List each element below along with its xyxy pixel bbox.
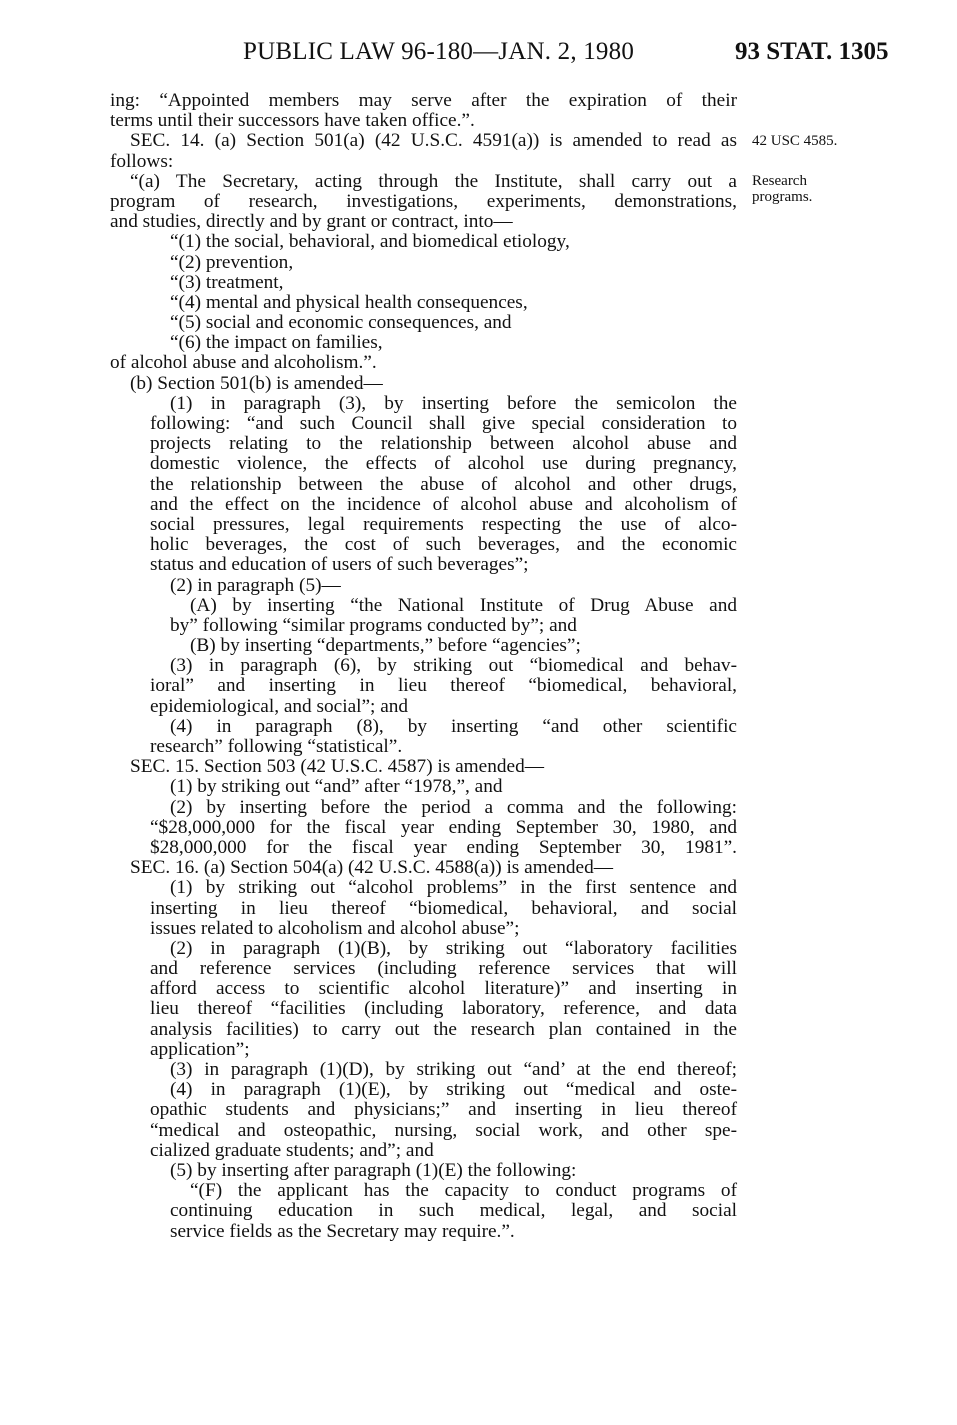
text-line: (3) in paragraph (1)(D), by striking out “and’ at the end thereof; <box>170 1059 737 1080</box>
margin-note-citation: 42 USC 4585. <box>752 133 838 149</box>
text-line: “medical and osteopathic, nursing, social work, and other spe- <box>150 1119 737 1141</box>
text-line: “(F) the applicant has the capacity to conduct programs of <box>190 1180 737 1202</box>
text-line: and the effect on the incidence of alcohol abuse and alcoholism of <box>150 493 737 515</box>
text-line: research” following “statistical”. <box>150 736 403 757</box>
text-line: (3) in paragraph (6), by striking out “biomedical and behav- <box>170 655 737 677</box>
text-line: “(6) the impact on families, <box>170 332 383 354</box>
text-line: $28,000,000 for the fiscal year ending September 30, 1981”. <box>150 836 737 858</box>
text-line: lieu thereof “facilities (including laboratory, reference, and data <box>150 998 737 1020</box>
text-line: application”; <box>150 1038 250 1060</box>
text-line: terms until their successors have taken office.”. <box>110 110 475 132</box>
text-line: opathic students and physicians;” and inserting in lieu thereof <box>150 1099 737 1121</box>
text-line: SEC. 16. (a) Section 504(a) (42 U.S.C. 4588(a)) is amended— <box>130 857 614 879</box>
text-line: ing: “Appointed members may serve after the expiration of their <box>110 90 737 111</box>
text-line: “(5) social and economic consequences, and <box>170 312 512 334</box>
text-line: social pressures, legal requirements respecting the use of alco- <box>150 513 737 535</box>
text-line: (5) by inserting after paragraph (1)(E) the following: <box>170 1159 577 1181</box>
text-line: (2) in paragraph (5)— <box>170 574 341 596</box>
text-line: “$28,000,000 for the fiscal year ending September 30, 1980, and <box>150 816 737 838</box>
text-line: of alcohol abuse and alcoholism.”. <box>110 352 377 374</box>
text-line: domestic violence, the effects of alcohol use during pregnancy, <box>150 453 737 475</box>
text-line: SEC. 14. (a) Section 501(a) (42 U.S.C. 4591(a)) is amended to read as <box>130 130 737 152</box>
text-line: epidemiological, and social”; and <box>150 695 409 717</box>
text-line: ioral” and inserting in lieu thereof “biomedical, behavioral, <box>150 675 737 697</box>
text-line: (1) in paragraph (3), by inserting before the semicolon the <box>170 392 737 414</box>
text-line: the relationship between the abuse of alcohol and other drugs, <box>150 473 737 495</box>
text-line: (2) in paragraph (1)(B), by striking out “laboratory facilities <box>170 937 737 959</box>
text-line: continuing education in such medical, legal, and social <box>170 1200 737 1222</box>
body-text <box>110 91 737 1242</box>
margin-note-research: Research programs. <box>752 173 813 205</box>
text-line: by” following “similar programs conducted by”; and <box>170 614 577 636</box>
text-line: follows: <box>110 150 174 172</box>
text-line: (1) by striking out “and” after “1978,”, and <box>170 776 503 798</box>
text-line: “(a) The Secretary, acting through the Institute, shall carry out a <box>130 170 737 192</box>
page-header-stat: 93 STAT. 1305 <box>735 38 889 65</box>
text-line: status and education of users of such beverages”; <box>150 554 529 576</box>
text-line: (1) by striking out “alcohol problems” in the first sentence and <box>170 877 737 899</box>
text-line: analysis facilities) to carry out the research plan contained in the <box>150 1018 737 1040</box>
text-line: (2) by inserting before the period a comma and the following: <box>170 796 737 818</box>
page-header-title: PUBLIC LAW 96-180—JAN. 2, 1980 <box>243 38 635 65</box>
text-line: “(4) mental and physical health consequences, <box>170 291 528 313</box>
text-line: program of research, investigations, experiments, demonstrations, <box>110 190 737 212</box>
text-line: (A) by inserting “the National Institute of Drug Abuse and <box>190 594 737 616</box>
text-line: projects relating to the relationship between alcohol abuse and <box>150 433 737 455</box>
text-line: service fields as the Secretary may require.”. <box>170 1220 515 1242</box>
text-line: following: “and such Council shall give special consideration to <box>150 413 737 434</box>
text-line: “(3) treatment, <box>170 271 284 293</box>
text-line: (4) in paragraph (1)(E), by striking out “medical and oste- <box>170 1079 737 1101</box>
text-line: and reference services (including reference services that will <box>150 958 737 980</box>
text-line: (B) by inserting “departments,” before “agencies”; <box>190 635 581 657</box>
text-line: cialized graduate students; and”; and <box>150 1139 434 1161</box>
text-line: issues related to alcoholism and alcohol abuse”; <box>150 917 520 939</box>
text-line: (b) Section 501(b) is amended— <box>130 372 383 394</box>
text-line: and studies, directly and by grant or contract, into— <box>110 211 513 233</box>
text-line: SEC. 15. Section 503 (42 U.S.C. 4587) is amended— <box>130 756 544 778</box>
text-line: afford access to scientific alcohol literature)” and inserting in <box>150 978 737 1000</box>
text-line: “(2) prevention, <box>170 251 294 273</box>
text-line: holic beverages, the cost of such beverages, and the economic <box>150 534 737 556</box>
text-line: inserting in lieu thereof “biomedical, behavioral, and social <box>150 897 737 919</box>
text-line: “(1) the social, behavioral, and biomedical etiology, <box>170 231 570 253</box>
text-line: (4) in paragraph (8), by inserting “and other scientific <box>170 715 737 737</box>
